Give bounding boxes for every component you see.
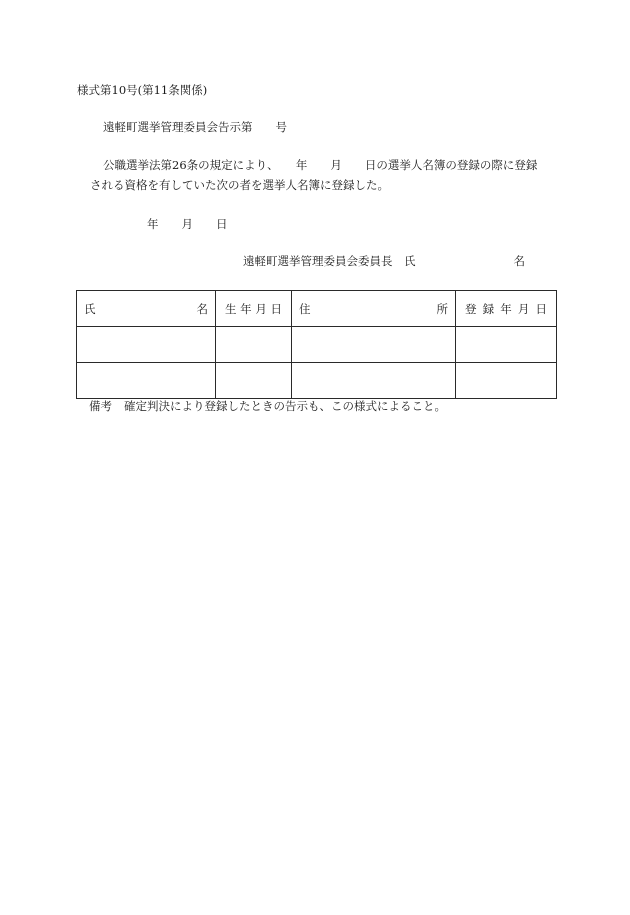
cell-registration-date bbox=[456, 327, 557, 363]
header-reg-char: 年 bbox=[500, 301, 512, 316]
signer-title: 遠軽町選挙管理委員会委員長 氏 bbox=[243, 254, 416, 268]
header-reg-char: 日 bbox=[535, 301, 547, 316]
header-birth-char: 生 bbox=[225, 301, 237, 316]
notice-date-line: 年 月 日 bbox=[147, 217, 228, 231]
header-address bbox=[292, 291, 456, 327]
header-address-right: 所 bbox=[436, 301, 448, 316]
cell-birth-date bbox=[216, 327, 292, 363]
cell-name bbox=[77, 327, 216, 363]
header-address-left: 住 bbox=[299, 301, 311, 316]
header-reg-char: 録 bbox=[482, 301, 495, 316]
body-text-line-2: される資格を有していた次の者を選挙人名簿に登録した。 bbox=[90, 178, 389, 192]
header-birth-char: 日 bbox=[270, 301, 282, 316]
signer-line bbox=[243, 256, 525, 268]
header-name-right: 名 bbox=[196, 301, 208, 316]
remarks-line bbox=[89, 401, 446, 413]
notice-title: 遠軽町選挙管理委員会告示第 号 bbox=[103, 120, 287, 134]
table-row bbox=[77, 327, 557, 363]
cell-registration-date bbox=[456, 363, 557, 399]
header-birth-char: 年 bbox=[240, 301, 252, 316]
body-text-line-1: 公職選挙法第26条の規定により、 年 月 日の選挙人名簿の登録の際に登録 bbox=[103, 158, 538, 172]
remarks-text: 確定判決により登録したときの告示も、この様式によること。 bbox=[124, 399, 446, 413]
header-birth-char: 月 bbox=[255, 301, 267, 316]
cell-address bbox=[292, 363, 456, 399]
header-registration-date bbox=[456, 291, 557, 327]
signer-name-label: 名 bbox=[513, 254, 525, 268]
header-reg-char: 月 bbox=[517, 301, 530, 316]
cell-birth-date bbox=[216, 363, 292, 399]
table-row bbox=[77, 363, 557, 399]
form-number: 様式第10号(第11条関係) bbox=[77, 83, 208, 97]
header-name bbox=[77, 291, 216, 327]
header-birth-date bbox=[216, 291, 292, 327]
header-reg-char: 登 bbox=[465, 301, 477, 316]
cell-address bbox=[292, 327, 456, 363]
register-table bbox=[76, 290, 557, 399]
remarks-label: 備考 bbox=[89, 399, 112, 413]
cell-name bbox=[77, 363, 216, 399]
header-name-left: 氏 bbox=[84, 301, 96, 316]
table-header-row bbox=[77, 291, 557, 327]
